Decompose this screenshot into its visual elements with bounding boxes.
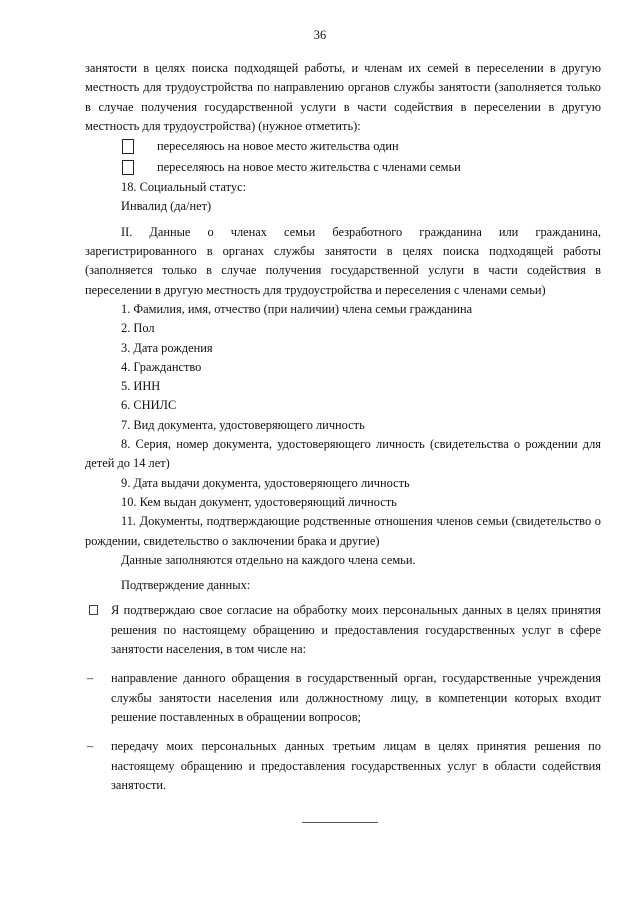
consent-text: Я подтверждаю свое согласие на обработку моих персональных данных в целях принятия решения по настоящему обращению и предоставления государственных услуг в сфере занятости населения, в том числе на: (111, 603, 601, 657)
option-move-with-family[interactable] (85, 157, 601, 178)
list-item: 8. Серия, номер документа, удостоверяющего личность (свидетельства о рождении для детей до 14 лет) (85, 437, 601, 471)
dash-text: направление данного обращения в государственный орган, государственные учреждения службы занятости населения или должностному лицу, в компетенции которых входит решение поставленных в обращении вопросов; (111, 671, 601, 724)
list-item: 10. Кем выдан документ, удостоверяющий личность (121, 494, 397, 509)
list-item: 11. Документы, подтверждающие родственные отношения членов семьи (свидетельство о рождении, свидетельство о заключении брака и другие) (85, 514, 601, 548)
checkbox-icon[interactable] (122, 160, 134, 175)
option-move-alone[interactable] (85, 136, 601, 157)
option-label: переселяюсь на новое место жительства с членами семьи (157, 160, 461, 175)
consent-item (85, 601, 601, 659)
section-2-heading: II. Данные о членах семьи безработного гражданина или гражданина, зарегистрированного в органах службы занятости в целях поиска подходящей работы (заполняется только в случае получения государственной услуги в части содействия в переселении в другую местность для трудоустройства и переселения с членами семьи) (85, 224, 601, 297)
footer-divider (302, 822, 378, 823)
dash-item (85, 669, 601, 727)
list-item: 6. СНИЛС (121, 398, 177, 413)
option-label: переселяюсь на новое место жительства один (157, 139, 399, 154)
checkbox-icon[interactable] (122, 139, 134, 154)
list-item: 5. ИНН (121, 379, 161, 394)
list-item: 1. Фамилия, имя, отчество (при наличии) члена семьи гражданина (121, 301, 473, 316)
confirmation-title: Подтверждение данных: (121, 578, 251, 593)
page-content (85, 59, 601, 795)
list-item: 9. Дата выдачи документа, удостоверяющего личность (121, 475, 410, 490)
list-item: 7. Вид документа, удостоверяющего личность (121, 417, 365, 432)
checkbox-icon[interactable] (89, 605, 98, 615)
dash-bullet-icon: – (87, 739, 94, 754)
social-status-value: Инвалид (да/нет) (121, 199, 212, 214)
intro-paragraph: занятости в целях поиска подходящей работы, и членам их семей в переселении в другую местность для трудоустройства по направлению органов службы занятости (заполняется только в случае получения государственной услуги в части содействия в переселении в другую местность для трудоустройства) (нужное отметить): (85, 61, 601, 133)
page-number: 36 (313, 28, 327, 42)
family-note: Данные заполняются отдельно на каждого члена семьи. (121, 552, 416, 567)
dash-item (85, 737, 601, 795)
dash-text: передачу моих персональных данных третьим лицам в целях принятия решения по настоящему обращению и предоставления государственных услуг в области содействия занятости. (111, 739, 601, 792)
list-item: 4. Гражданство (121, 359, 202, 374)
dash-bullet-icon: – (87, 671, 94, 686)
list-item: 2. Пол (121, 321, 155, 336)
social-status-title: 18. Социальный статус: (121, 180, 247, 195)
list-item: 3. Дата рождения (121, 340, 213, 355)
